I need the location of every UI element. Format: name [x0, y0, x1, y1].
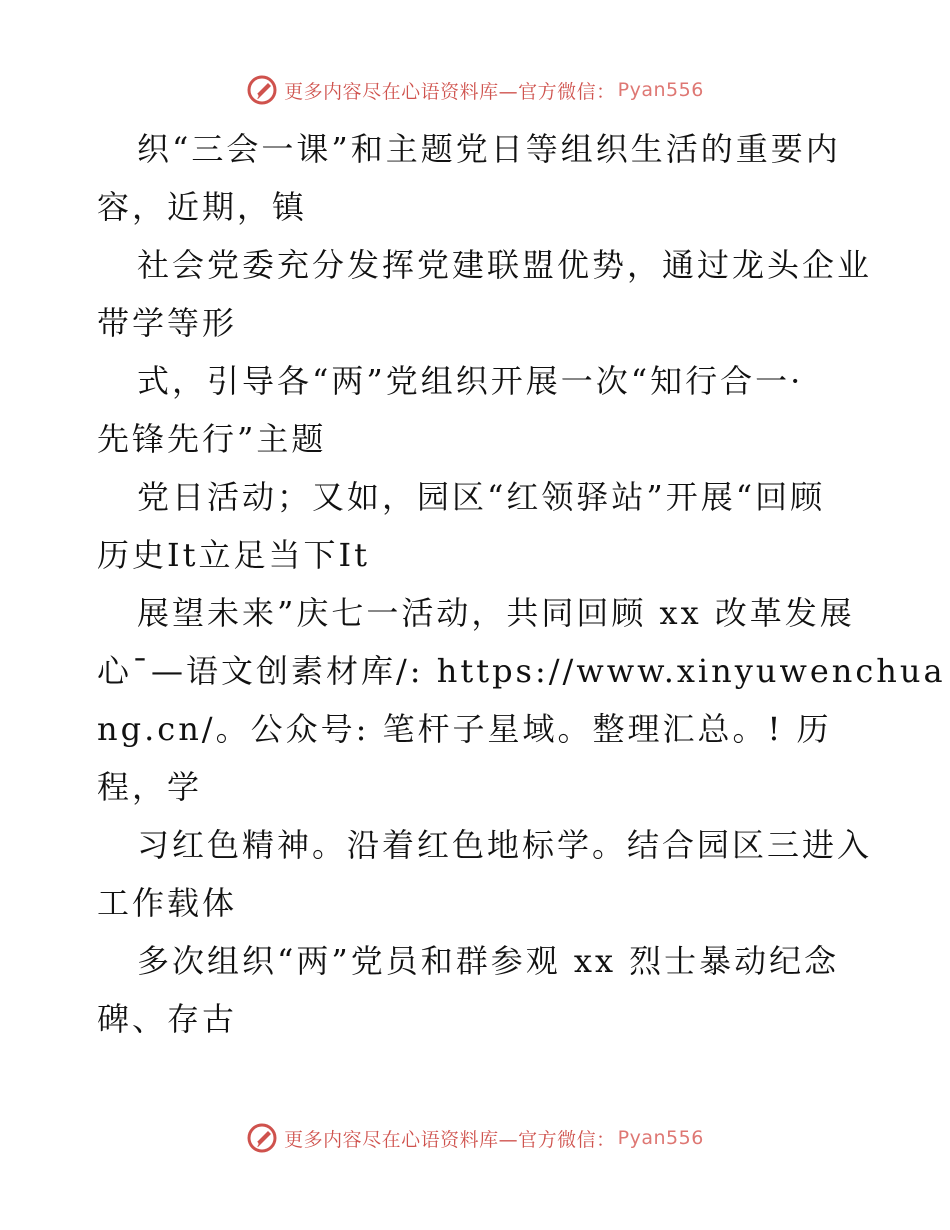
document-body — [97, 120, 946, 1048]
text-line: 式，引导各“两”党组织开展一次“知行合一· — [137, 362, 804, 400]
text-line: 党日活动；又如，园区“红领驿站”开展“回顾 — [137, 478, 826, 516]
text-line: 习红色精神。沿着红色地标学。结合园区三进入 — [137, 826, 873, 864]
paragraph — [97, 352, 857, 468]
watermark-wechat-id: Pyan556 — [617, 1127, 704, 1149]
seal-logo-icon — [246, 1122, 278, 1154]
text-line: 社会党委充分发挥党建联盟优势，通过龙头企业 — [137, 246, 873, 284]
seal-logo-icon — [246, 74, 278, 106]
paragraph — [97, 932, 857, 1048]
paragraph — [97, 120, 857, 236]
text-line: 织“三会一课”和主题党日等组织生活的重要内 — [137, 130, 841, 168]
text-line: 程，学 — [97, 768, 203, 806]
paragraph — [97, 816, 873, 932]
watermark-text: 更多内容尽在心语资料库—官方微信： — [284, 80, 616, 103]
text-line: 多次组织“两”党员和群参观 xx 烈士暴动纪念 — [137, 942, 840, 980]
watermark-wechat-id: Pyan556 — [617, 79, 704, 101]
text-line: 工作载体 — [97, 884, 238, 922]
text-line: 容，近期，镇 — [97, 188, 308, 226]
header-watermark — [0, 70, 950, 110]
paragraph — [97, 236, 873, 352]
watermark-text: 更多内容尽在心语资料库—官方微信： — [284, 1128, 616, 1151]
footer-watermark — [0, 1118, 950, 1158]
text-line: 历史Ⅰt立足当下Ⅰt — [97, 536, 371, 574]
text-line: ng.cn/。公众号: 笔杆子星域。整理汇总。! 历 — [97, 710, 832, 748]
text-line: 先锋先行”主题 — [97, 420, 327, 458]
text-line: 带学等形 — [97, 304, 238, 342]
text-line: 心¯—语文创素材库/: https://www.xinyuwenchua — [97, 652, 946, 690]
paragraph — [97, 584, 946, 816]
text-line: 展望未来”庆七一活动，共同回顾 xx 改革发展 — [137, 594, 855, 632]
text-line: 碑、存古 — [97, 1000, 238, 1038]
paragraph — [97, 468, 857, 584]
